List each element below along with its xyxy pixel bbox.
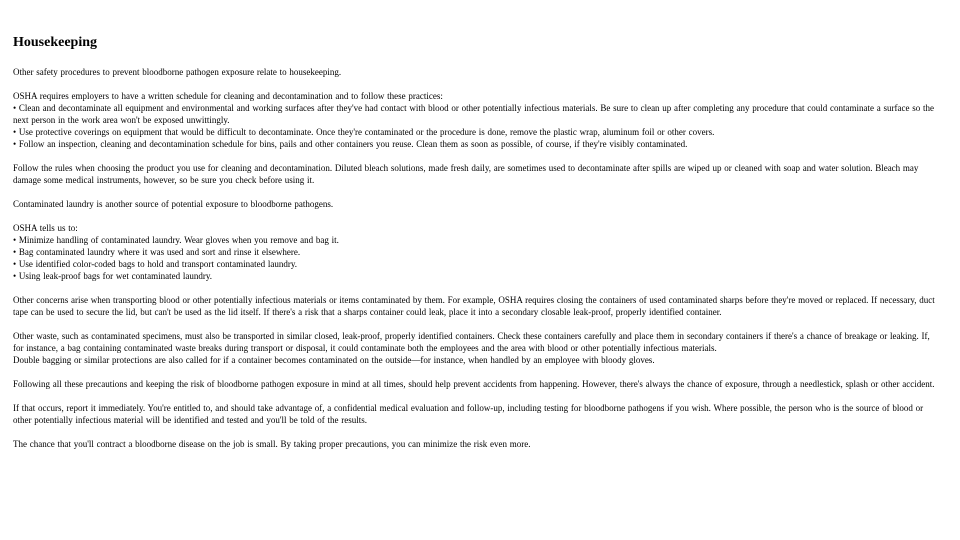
bullet-item: • Use protective coverings on equipment that would be difficult to decontaminate. Once they're contaminated or the procedure is done, remove the plastic wrap, aluminum foil or other covers. (13, 127, 715, 137)
bullet-item: • Using leak-proof bags for wet contaminated laundry. (13, 271, 213, 281)
paragraph-line: Following all these precautions and keeping the risk of bloodborne pathogen exposure in mind at all times, should help prevent accidents from happening. However, there's always the chance of exposure, through a needlestick, splash or other accident. (13, 379, 935, 389)
paragraph (13, 162, 938, 186)
page-title: Housekeeping (13, 35, 98, 50)
bullet-item: • Bag contaminated laundry where it was used and sort and rinse it elsewhere. (13, 247, 301, 257)
paragraph (13, 438, 938, 450)
paragraph-line: Double bagging or similar protections are also called for if a container becomes contaminated on the outside—for instance, when handled by an employee with bloody gloves. (13, 355, 655, 365)
paragraph-line: Other safety procedures to prevent bloodborne pathogen exposure relate to housekeeping. (13, 67, 342, 77)
paragraph-line: Contaminated laundry is another source of potential exposure to bloodborne pathogens. (13, 199, 334, 209)
paragraph (13, 294, 938, 318)
paragraph-container (13, 66, 938, 450)
paragraph (13, 330, 938, 366)
bullet-item: • Minimize handling of contaminated laundry. Wear gloves when you remove and bag it. (13, 235, 339, 245)
paragraph-line: OSHA requires employers to have a written schedule for cleaning and decontamination and to follow these practices: (13, 91, 443, 101)
bullet-item: • Follow an inspection, cleaning and decontamination schedule for bins, pails and other containers you reuse. Clean them as soon as possible, of course, if they're visibly contaminated. (13, 139, 688, 149)
paragraph-line: The chance that you'll contract a bloodborne disease on the job is small. By taking proper precautions, you can minimize the risk even more. (13, 439, 531, 449)
paragraph (13, 222, 938, 282)
paragraph-line: Other waste, such as contaminated specimens, must also be transported in similar closed, leak-proof, properly identified containers. Check these containers carefully and place them in secondary containers if there's a chance of breakage or leaking. If, for instance, a bag containing contaminated waste breaks during transport or disposal, it could contaminate both the employees and the area with blood or other potentially infectious materials. (13, 331, 930, 353)
paragraph (13, 66, 938, 78)
document-body (13, 34, 938, 462)
paragraph-line: Other concerns arise when transporting blood or other potentially infectious materials or items contaminated by them. For example, OSHA requires closing the containers of used contaminated sharps before they're moved or replaced. If necessary, duct tape can be used to secure the lid, but can't be used as the lid itself. If there's a risk that a sharps container could leak, place it into a secondary closable leak-proof, properly identified container. (13, 295, 935, 317)
paragraph-line: OSHA tells us to: (13, 223, 78, 233)
paragraph-line: If that occurs, report it immediately. You're entitled to, and should take advantage of, a confidential medical evaluation and follow-up, including testing for bloodborne pathogens if you wish. Where possible, the person who is the source of blood or other potentially infectious material will be identified and tested and you'll be told of the results. (13, 403, 924, 425)
paragraph (13, 198, 938, 210)
paragraph (13, 378, 938, 390)
bullet-item: • Clean and decontaminate all equipment and environmental and working surfaces after they've had contact with blood or other potentially infectious materials. Be sure to clean up after completing any procedure that could contaminate a surface so the next person in the work area won't be exposed unwittingly. (13, 103, 934, 125)
bullet-item: • Use identified color-coded bags to hold and transport contaminated laundry. (13, 259, 298, 269)
paragraph (13, 90, 938, 150)
paragraph (13, 402, 938, 426)
paragraph-line: Follow the rules when choosing the product you use for cleaning and decontamination. Diluted bleach solutions, made fresh daily, are sometimes used to decontaminate after spills are wiped up or cleaned with soap and water solution. Bleach may damage some medical instruments, however, so be sure you check before using it. (13, 163, 919, 185)
